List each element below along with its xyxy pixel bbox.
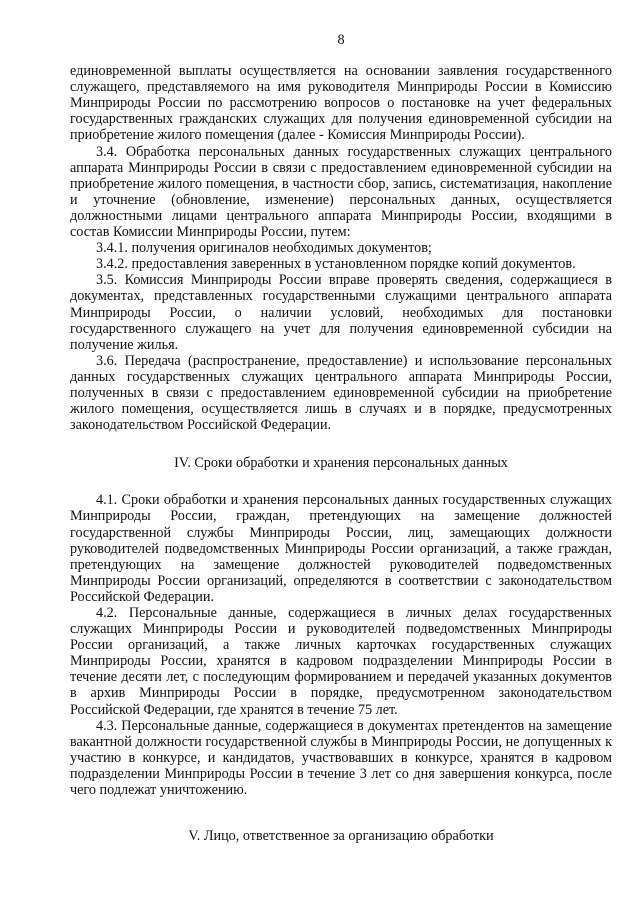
paragraph-continuation: единовременной выплаты осуществляется на основании заявления государственного служащего, представляемого на имя руководителя Минприроды России в Комиссию Минприроды России по рассмотрению вопросов о постановке на учет федеральных государственных гражданских служащих для получения единовременной субсидии на приобретение жилого помещения (далее - Комиссия Минприроды России).: [70, 63, 612, 144]
paragraph-3-4-1: 3.4.1. получения оригиналов необходимых документов;: [96, 240, 432, 257]
paragraph-4-1: 4.1. Сроки обработки и хранения персональных данных государственных служащих Минприроды России, граждан, претендующих на замещение должностей государственной службы Минприроды России, лиц, замещающих должности руководителей подведомственных Минприроды России организаций, а также граждан, претендующих на замещение должностей руководителей подведомственных Минприроды России организаций, определяются в соответствии с законодательством Российской Федерации.: [70, 492, 612, 605]
page-number: 8: [337, 32, 345, 48]
paragraph-3-6: 3.6. Передача (распространение, предоставление) и использование персональных данных государственных служащих центрального аппарата Минприроды России, полученных в связи с предоставлением единовременной субсидии на приобретение жилого помещения, осуществляется лишь в случаях и в порядке, предусмотренных законодательством Российской Федерации.: [70, 352, 612, 434]
paragraph-3-5: 3.5. Комиссия Минприроды России вправе проверять сведения, содержащиеся в документах, представленных государственными служащими центрального аппарата Минприроды России, о наличии условий, необходимых для постановки государственного служащего на учет для получения единовременной субсидии на получение жилья.: [70, 272, 612, 353]
paragraph-4-2: 4.2. Персональные данные, содержащиеся в личных делах государственных служащих Минприроды России и руководителей подведомственных Минприроды России организаций, а также личных карточках государственных служащих Минприроды России, хранятся в кадровом подразделении Минприроды России в течение десяти лет, с последующим формированием и передачей указанных документов в архив Минприроды России в порядке, предусмотренном законодательством Российской Федерации, где хранятся в течение 75 лет.: [70, 605, 612, 718]
paragraph-3-4-2: 3.4.2. предоставления заверенных в установленном порядке копий документов.: [96, 256, 576, 273]
paragraph-4-3: 4.3. Персональные данные, содержащиеся в документах претендентов на замещение вакантной должности государственной службы в Минприроды России, не допущенных к участию в конкурсе, и кандидатов, участвовавших в конкурсе, хранятся в кадровом подразделении Минприроды России в течение 3 лет со дня завершения конкурса, после чего подлежат уничтожению.: [70, 717, 612, 799]
section-v-heading: V. Лицо, ответственное за организацию обработки: [188, 828, 494, 845]
paragraph-3-4: 3.4. Обработка персональных данных государственных служащих центрального аппарата Минприроды России в связи с предоставлением единовременной субсидии на приобретение жилого помещения, в частности сбор, запись, систематизация, накопление и уточнение (обновление, изменение) персональных данных, осуществляется должностными лицами центрального аппарата Минприроды России, входящими в состав Комиссии Минприроды России, путем:: [70, 143, 612, 241]
section-iv-heading: IV. Сроки обработки и хранения персональных данных: [174, 455, 508, 472]
